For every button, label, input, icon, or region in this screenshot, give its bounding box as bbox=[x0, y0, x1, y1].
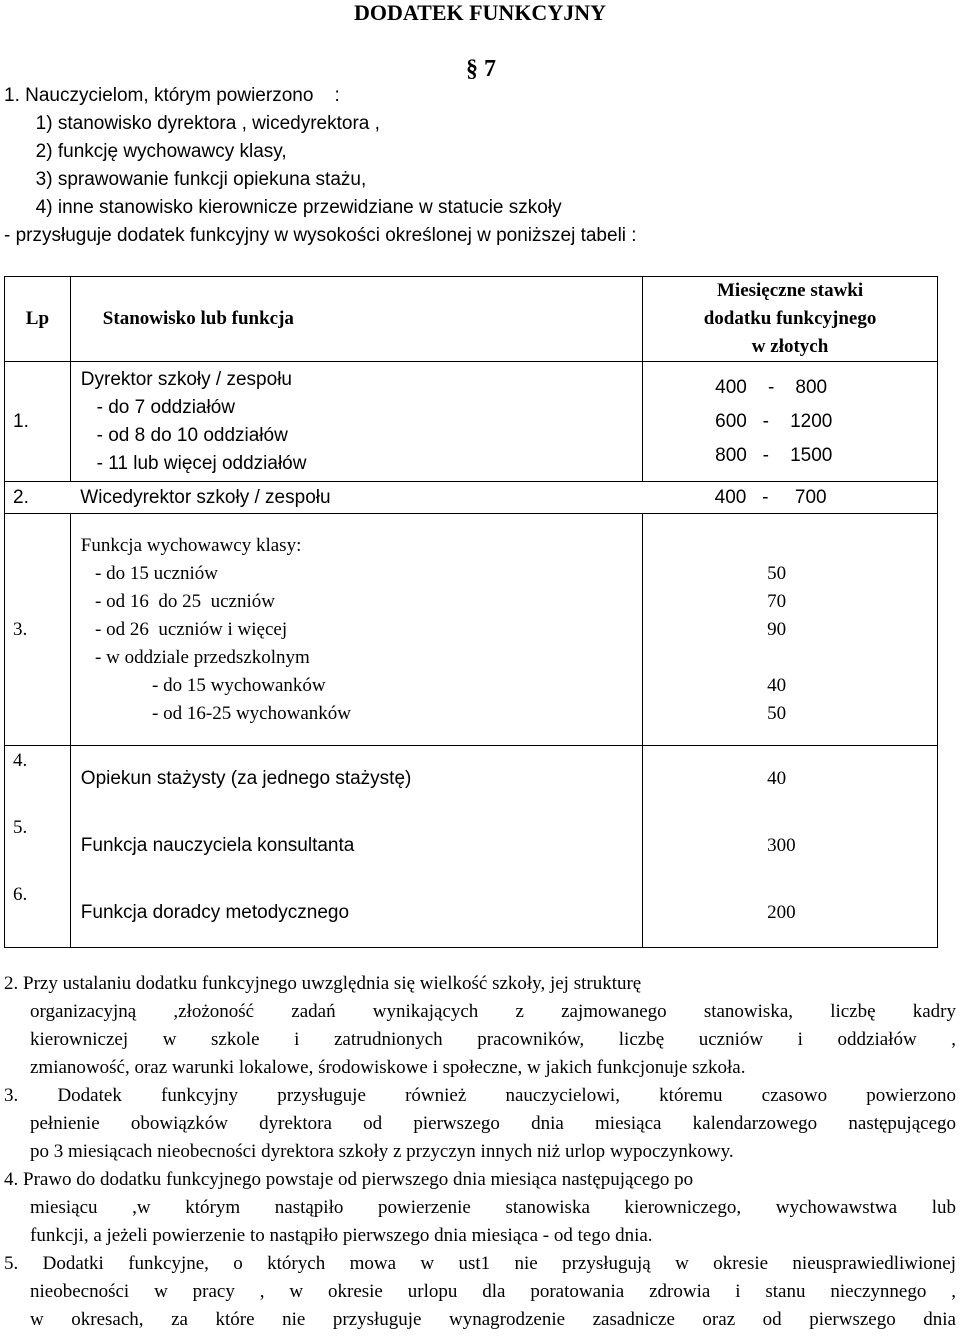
header-position: Stanowisko lub funkcja bbox=[70, 277, 642, 362]
row-position bbox=[70, 746, 642, 948]
row-rate bbox=[643, 362, 938, 482]
header-rate bbox=[643, 277, 938, 362]
provision-line: nieobecności w pracy , w okresie urlopu dla poratowania zdrowia i stanu nieczynnego , bbox=[30, 1281, 956, 1302]
rate-value: 200 bbox=[767, 902, 796, 923]
table-row bbox=[5, 514, 938, 746]
position-line: - od 16-25 wychowanków bbox=[80, 702, 351, 724]
position-line: - 11 lub więcej oddziałów bbox=[80, 452, 307, 474]
lp-value: 4. bbox=[13, 750, 28, 771]
document-title: DODATEK FUNKCYJNY bbox=[354, 0, 606, 25]
rate-value: 70 bbox=[767, 590, 787, 612]
row-rate: 400 - 700 bbox=[643, 482, 938, 514]
provision-line: 3. Dodatek funkcyjny przysługuje również nauczycielowi, któremu czasowo powierzono bbox=[4, 1085, 956, 1106]
rate-value: 90 bbox=[767, 618, 787, 640]
position-line: - do 15 uczniów bbox=[80, 562, 218, 584]
provision-line: organizacyjną ,złożoność zadań wynikających z zajmowanego stanowiska, liczbę kadry bbox=[30, 1001, 956, 1022]
position-line: Opiekun stażysty (za jednego stażystę) bbox=[80, 768, 412, 789]
header-rate-line: dodatku funkcyjnego bbox=[703, 308, 877, 329]
position-line: Dyrektor szkoły / zespołu bbox=[80, 368, 292, 390]
provision-line: zmianowość, oraz warunki lokalowe, środowiskowe i społeczne, w jakich funkcjonuje szkoła. bbox=[30, 1057, 746, 1078]
position-line: - od 8 do 10 oddziałów bbox=[80, 424, 288, 446]
position-line: Funkcja nauczyciela konsultanta bbox=[80, 835, 355, 856]
intro-line: 2) funkcję wychowawcy klasy, bbox=[4, 141, 287, 162]
position-line: - w oddziale przedszkolnym bbox=[80, 646, 310, 668]
position-line: - do 7 oddziałów bbox=[80, 396, 235, 418]
provision-line: w okresach, za które nie przysługuje wynagrodzenie zasadnicze oraz od pierwszego dnia bbox=[30, 1309, 956, 1330]
position-line: Funkcja doradcy metodycznego bbox=[80, 902, 350, 923]
rate-value: 50 bbox=[767, 702, 787, 724]
rate-value: 800 - 1500 bbox=[715, 444, 833, 466]
position-line: Funkcja wychowawcy klasy: bbox=[80, 534, 302, 556]
row-rate bbox=[643, 746, 938, 948]
rate-value: 400 - 800 bbox=[715, 376, 828, 398]
provision-line: funkcji, a jeżeli powierzenie to nastąpiło pierwszego dnia miesiąca - od tego dnia. bbox=[30, 1225, 653, 1246]
position-line: - od 16 do 25 uczniów bbox=[80, 590, 275, 612]
rate-value: 300 bbox=[767, 835, 796, 856]
allowance-table bbox=[4, 276, 938, 948]
table-header-row bbox=[5, 277, 938, 362]
rate-value: 40 bbox=[767, 768, 787, 789]
row-lp: 3. bbox=[5, 514, 71, 746]
provision-line: miesiącu ,w którym nastąpiło powierzenie stanowiska kierowniczego, wychowawstwa lub bbox=[30, 1197, 956, 1218]
table-row bbox=[5, 746, 938, 948]
intro-line: 3) sprawowanie funkcji opiekuna stażu, bbox=[4, 169, 367, 190]
lp-value: 5. bbox=[13, 817, 28, 838]
row-rate bbox=[643, 514, 938, 746]
position-line: - od 26 uczniów i więcej bbox=[80, 618, 288, 640]
provision-line: pełnienie obowiązków dyrektora od pierwszego dnia miesiąca kalendarzowego następującego bbox=[30, 1113, 956, 1134]
provision-line: 4. Prawo do dodatku funkcyjnego powstaje od pierwszego dnia miesiąca następującego po bbox=[4, 1169, 694, 1190]
row-position bbox=[70, 514, 642, 746]
position-line: - do 15 wychowanków bbox=[80, 674, 326, 696]
rate-value: 40 bbox=[767, 674, 787, 696]
rate-value: 600 - 1200 bbox=[715, 410, 833, 432]
intro-line: 1) stanowisko dyrektora , wicedyrektora , bbox=[4, 113, 380, 134]
paragraph-number: § 7 bbox=[466, 56, 496, 82]
provision-line: 2. Przy ustalaniu dodatku funkcyjnego uwzględnia się wielkość szkoły, jej strukturę bbox=[4, 973, 642, 994]
provisions bbox=[4, 970, 956, 1334]
provision-line: 5. Dodatki funkcyjne, o których mowa w ust1 nie przysługują w okresie nieusprawiedliwionej bbox=[4, 1253, 956, 1274]
provision-line: po 3 miesiącach nieobecności dyrektora szkoły z przyczyn innych niż urlop wypoczynkowy. bbox=[30, 1141, 734, 1162]
row-position bbox=[70, 362, 642, 482]
header-rate-line: w złotych bbox=[751, 336, 829, 357]
intro-line: 1. Nauczycielom, którym powierzono : bbox=[4, 85, 340, 106]
lp-value: 6. bbox=[13, 884, 28, 905]
header-rate-line: Miesięczne stawki bbox=[716, 280, 864, 301]
row-lp: 2. bbox=[5, 482, 71, 514]
rate-value bbox=[767, 644, 937, 672]
rate-value bbox=[767, 532, 937, 560]
header-lp: Lp bbox=[5, 277, 71, 362]
intro-list bbox=[4, 82, 637, 250]
intro-line: 4) inne stanowisko kierownicze przewidziane w statucie szkoły bbox=[4, 197, 562, 218]
row-lp: 1. bbox=[5, 362, 71, 482]
rate-value: 50 bbox=[767, 562, 787, 584]
row-lp bbox=[5, 746, 71, 948]
row-position: Wicedyrektor szkoły / zespołu bbox=[70, 482, 642, 514]
intro-line: - przysługuje dodatek funkcyjny w wysokości określonej w poniższej tabeli : bbox=[4, 225, 637, 246]
table-row bbox=[5, 362, 938, 482]
table-row bbox=[5, 482, 938, 514]
provision-line: kierowniczej w szkole i zatrudnionych pracowników, liczbę uczniów i oddziałów , bbox=[30, 1029, 956, 1050]
